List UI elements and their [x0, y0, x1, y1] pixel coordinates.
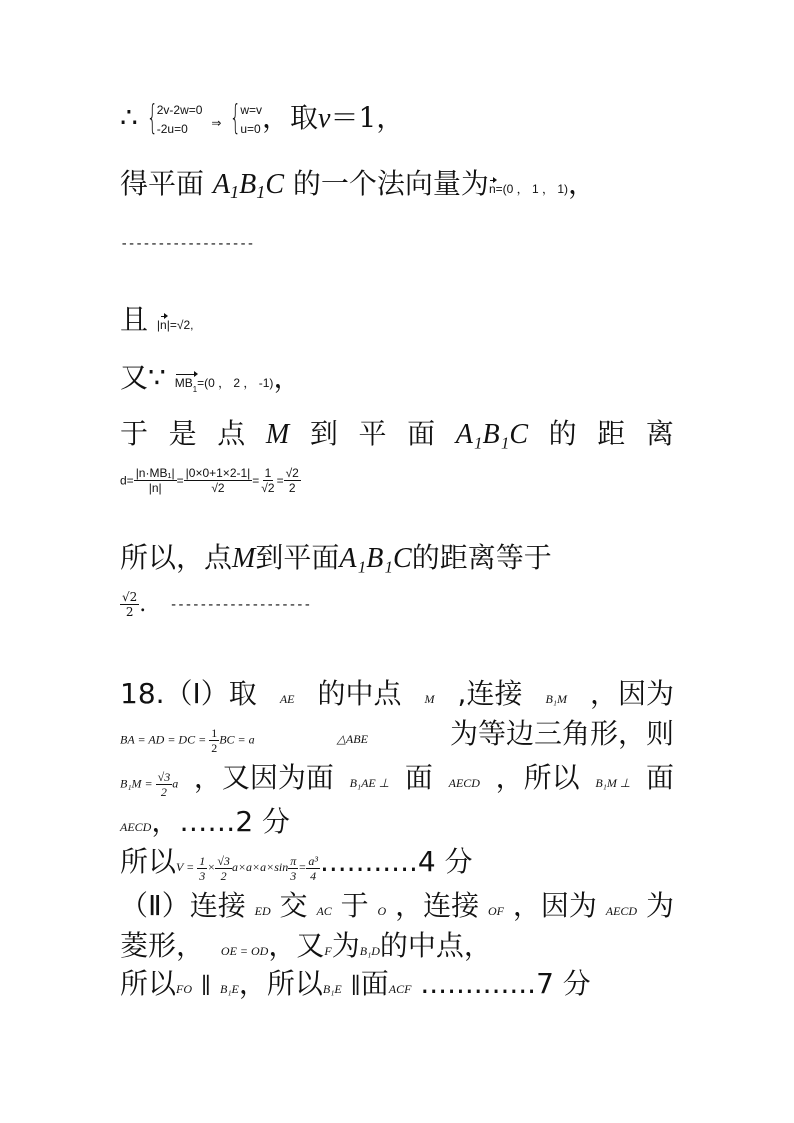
line-distance-formula: [120, 466, 674, 495]
frac-pi-3: [288, 854, 298, 883]
text-rhombus: 菱形，: [120, 929, 205, 962]
line-distance-statement: [120, 412, 674, 452]
part-II-header: （Ⅱ）连接: [120, 889, 246, 922]
p18-line4: [120, 800, 674, 840]
comma: ，: [567, 167, 596, 200]
equals: =: [298, 860, 307, 874]
frac-num: |0×0+1×2-1|: [185, 466, 251, 480]
vector-n: n: [160, 318, 167, 332]
text-so: ，所以: [495, 761, 580, 794]
segment-B1E: B₁E: [220, 982, 239, 996]
p2-line1: [120, 884, 674, 924]
comma: ，: [273, 361, 302, 394]
eq-right: BC = a: [219, 732, 255, 746]
frac-num: |n·MB₁|: [135, 466, 175, 480]
separator-dashes: -------------------: [169, 596, 311, 613]
frac-num: 1: [211, 725, 218, 740]
parallel-symbol: ∥: [350, 974, 361, 999]
mb1-vector: [174, 376, 274, 394]
system-eq2: -2u=0: [156, 121, 188, 136]
fraction-4: [284, 466, 301, 495]
text-because: ，因为: [589, 677, 674, 710]
line-normal-vector: [120, 162, 674, 203]
sqrt3-fraction: [156, 770, 173, 799]
text-normal-vector: 的一个法向量为: [292, 167, 489, 200]
frac-num: π: [290, 853, 297, 868]
text-distance-equals: 的距离等于: [411, 541, 552, 574]
point-O: O: [377, 904, 387, 918]
frac-num: √3: [157, 769, 171, 784]
segment-FO: FO: [176, 982, 193, 996]
segment-AC: AC: [316, 904, 332, 918]
period: .: [139, 592, 147, 617]
left-brace-icon: {: [146, 97, 158, 138]
plane-AECD: AECD: [448, 776, 480, 790]
p18-line5: [120, 840, 674, 883]
text-connect: ，连接: [395, 889, 480, 922]
equals: =: [276, 473, 284, 488]
p18-line3: [120, 756, 674, 799]
word: 平: [358, 417, 387, 450]
frac-1-3: [197, 854, 207, 883]
p18-line1: [120, 672, 674, 712]
frac-sqrt3-2: [215, 854, 232, 883]
frac-num: 1: [264, 466, 272, 480]
sub-1: 1: [230, 182, 240, 202]
word: 的: [548, 417, 577, 450]
half-fraction: [209, 726, 219, 755]
text-plane: 面: [645, 761, 674, 794]
text-and-plane: ，又因为面: [193, 761, 334, 794]
word: 于: [120, 417, 149, 450]
problem-header: 18.（Ⅰ）取: [120, 677, 257, 710]
segment-OF: OF: [487, 904, 504, 918]
segment-B1D: B₁D: [359, 944, 380, 958]
equals-one: ＝1，: [330, 101, 405, 134]
point-F: F: [324, 944, 332, 958]
system-eq1: 2v-2w=0: [156, 102, 203, 117]
text-also: ，又: [268, 929, 325, 962]
fraction-3: [259, 466, 276, 495]
result-system: [230, 97, 262, 139]
frac-den: 2: [125, 605, 134, 619]
text-plane: 面: [360, 967, 389, 1000]
frac-num: √3: [217, 853, 230, 868]
segment-B1E: B₁E: [322, 982, 342, 996]
frac-den: |n|: [148, 481, 162, 495]
frac-num: 1: [199, 853, 206, 868]
take-text: ，取: [262, 101, 319, 134]
word: 点: [217, 417, 246, 450]
times: ×: [207, 860, 216, 874]
segment-AE: AE: [279, 692, 295, 706]
line-answer: [120, 590, 674, 619]
p18-line2: [120, 712, 674, 755]
plane-B1AE: B₁AE ⊥: [349, 776, 390, 790]
abs-bar: |: [156, 318, 161, 332]
segment-ED: ED: [254, 904, 271, 918]
point-B: B: [239, 169, 257, 200]
point-M: M: [232, 543, 256, 574]
point-C: C: [265, 169, 285, 200]
volume-formula: [176, 853, 320, 883]
vector-n: n: [488, 182, 496, 196]
equals: =: [252, 473, 260, 488]
var-a: a: [172, 776, 179, 790]
sub-1: 1: [256, 182, 266, 202]
answer-fraction: [120, 590, 139, 619]
text-because: ，因为: [512, 889, 597, 922]
b1m-length: [120, 770, 178, 799]
text-also-because: 又∵: [120, 361, 166, 394]
b1m-perp: B₁M ⊥: [595, 776, 631, 790]
result-eq1: w=v: [240, 102, 262, 117]
word: 距: [597, 417, 626, 450]
frac-den: 4: [310, 868, 317, 883]
var-V: V =: [176, 860, 198, 874]
score-2: ，……2 分: [151, 805, 291, 838]
text-so: 所以: [120, 967, 177, 1000]
text-midpoint: 的中点: [317, 677, 402, 710]
equals: =: [176, 473, 184, 488]
text-so: ，所以: [238, 967, 323, 1000]
oe-equals-od: OE = OD: [220, 944, 269, 958]
text-so: 所以: [120, 845, 177, 878]
fraction-2: [184, 466, 253, 495]
p2-line3: [120, 962, 674, 1002]
vector-mb1: [175, 376, 197, 394]
norm-expression: [157, 318, 194, 332]
eq-left: BA = AD = DC =: [120, 732, 210, 746]
plane-label: A₁B₁C: [455, 419, 529, 450]
frac-num: √2: [122, 590, 138, 604]
quad-AECD: AECD: [605, 904, 638, 918]
text-therefore-point: 所以，点: [120, 541, 233, 574]
text-at: 于: [340, 889, 369, 922]
line-system: [120, 96, 674, 139]
sub-1: 1: [192, 385, 198, 394]
mb-text: MB: [174, 376, 193, 390]
equal-sides: [120, 726, 255, 755]
normal-vector-value: [489, 182, 568, 196]
line-mb1: [120, 356, 674, 396]
text-equilateral: 为等边三角形，则: [449, 717, 674, 750]
word: 离: [645, 417, 674, 450]
plane-label: A₁B₁C: [339, 543, 412, 574]
norm-value: |=√2,: [166, 318, 194, 332]
parallel-symbol: ∥: [200, 974, 212, 999]
frac-den: √2: [261, 481, 275, 495]
word: 面: [407, 417, 436, 450]
text-plane: 面: [404, 761, 433, 794]
separator-dashes: ------------------: [120, 236, 254, 252]
frac-den: 2: [288, 481, 296, 495]
b1m-eq: B₁M =: [120, 776, 156, 790]
plane-AECD: AECD: [120, 820, 152, 834]
triangle-ABE: △ABE: [336, 732, 368, 746]
text-to-plane: 到平面: [255, 541, 340, 574]
frac-num: √2: [285, 466, 299, 480]
text-get-plane: 得平面: [120, 167, 205, 200]
text-intersect: 交: [279, 889, 308, 922]
line-norm: [120, 298, 674, 338]
score-4: ...........4 分: [319, 845, 473, 878]
word: 到: [309, 417, 338, 450]
frac-den: 2: [220, 868, 227, 883]
frac-den: √2: [211, 481, 225, 495]
point-M: M: [265, 419, 290, 450]
d-label: d=: [120, 473, 134, 488]
implies-arrow: ⇒: [211, 116, 222, 130]
frac-den: 2: [160, 784, 167, 799]
text-midpoint: 的中点，: [379, 929, 492, 962]
frac-den: 3: [199, 868, 206, 883]
product: a×a×a×sin: [231, 860, 289, 874]
p2-line2: [120, 924, 674, 964]
text-is: 为: [645, 889, 674, 922]
vector-coords: =(0 ， 1 ， 1): [495, 182, 568, 196]
frac-den: 3: [290, 868, 297, 883]
text-connect: ,连接: [457, 677, 523, 710]
plane-ACF: ACF: [388, 982, 412, 996]
plane-label: [213, 169, 284, 200]
equation-system: [146, 97, 203, 139]
line-conclusion: [120, 536, 674, 576]
var-v: v: [318, 103, 331, 134]
score-7: .............7 分: [420, 967, 591, 1000]
text-is: 为: [331, 929, 360, 962]
mb1-coords: =(0 ， 2 ， -1): [197, 376, 274, 390]
left-brace-icon: {: [230, 97, 242, 138]
therefore-symbol: ∴: [120, 101, 138, 134]
word: 是: [168, 417, 197, 450]
point-A: A: [212, 169, 231, 200]
frac-num: a³: [308, 853, 318, 868]
result-eq2: u=0: [240, 121, 261, 136]
frac-den: 2: [211, 740, 218, 755]
text-and: 且: [120, 303, 149, 336]
fraction-1: [134, 466, 177, 495]
point-M: M: [424, 692, 435, 706]
segment-B1M: B₁M: [545, 692, 567, 706]
frac-a3-4: [306, 854, 320, 883]
